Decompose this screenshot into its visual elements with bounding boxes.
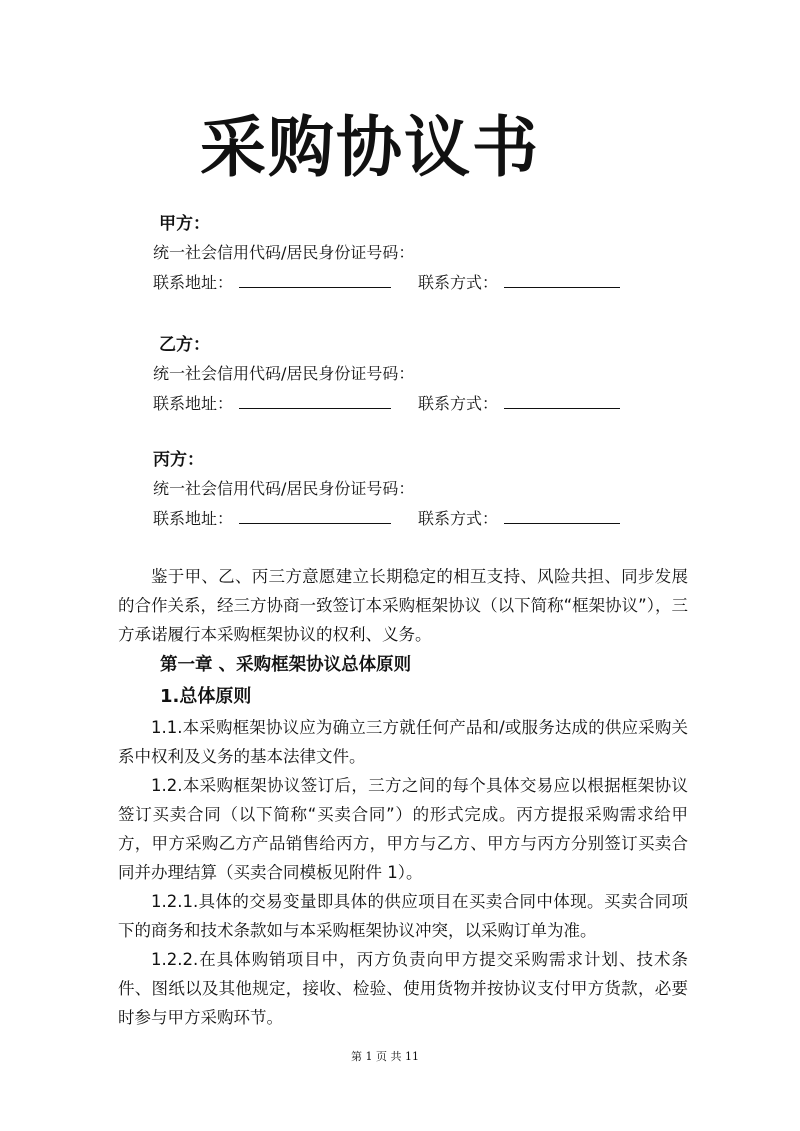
party-a-contact-row [153,268,499,298]
party-c-credit-code: 统一社会信用代码/居民身份证号码： [153,479,415,498]
party-a-label: 甲方： [159,214,210,234]
contact-blank-line [504,505,620,524]
party-b-address-field[interactable] [153,389,391,419]
party-a-contact-field[interactable] [418,268,620,298]
party-b-block [153,331,499,419]
contact-label: 联系方式： [418,273,499,292]
clause-1-1: 1.1.本采购框架协议应为确立三方就任何产品和/或服务达成的供应采购关系中权利及义务的基本法律文件。 [118,718,688,766]
party-c-contact-row [153,504,499,534]
address-label: 联系地址： [153,394,234,413]
document-title: 采购协议书 [200,109,540,186]
party-b-label: 乙方： [159,335,210,355]
party-a-credit-code: 统一社会信用代码/居民身份证号码： [153,243,415,262]
party-a-address-field[interactable] [153,268,391,298]
party-c-block [153,446,499,534]
party-b-credit-code: 统一社会信用代码/居民身份证号码： [153,364,415,383]
clause-1-2: 1.2.本采购框架协议签订后，三方之间的每个具体交易应以根据框架协议签订买卖合同（以下简称“买卖合同”）的形式完成。丙方提报采购需求给甲方，甲方采购乙方产品销售给丙方，甲方与乙方、甲方与丙方分别签订买卖合同并办理结算（买卖合同模板见附件 1）。 [118,776,688,882]
clause-1-2-1: 1.2.1.具体的交易变量即具体的供应项目在买卖合同中体现。买卖合同项下的商务和技术条款如与本采购框架协议冲突，以采购订单为准。 [118,892,688,940]
contact-label: 联系方式： [418,394,499,413]
address-blank-line [239,505,391,524]
party-c-contact-field[interactable] [418,504,620,534]
page-footer: 第 1 页 共 11 [351,1050,419,1063]
party-c-label: 丙方： [153,450,204,470]
contact-blank-line [504,269,620,288]
party-b-contact-field[interactable] [418,389,620,419]
section-heading: 1.总体原则 [160,686,252,707]
contact-label: 联系方式： [418,509,499,528]
party-a-block [153,210,499,298]
party-c-address-field[interactable] [153,504,391,534]
chapter-heading: 第一章 、采购框架协议总体原则 [160,655,412,675]
document-body [118,562,688,1032]
contact-blank-line [504,390,620,409]
preamble-paragraph: 鉴于甲、乙、丙三方意愿建立长期稳定的相互支持、风险共担、同步发展的合作关系，经三方协商一致签订本采购框架协议（以下简称“框架协议”），三方承诺履行本采购框架协议的权利、义务。 [118,567,688,644]
address-label: 联系地址： [153,273,234,292]
address-label: 联系地址： [153,509,234,528]
clause-1-2-2: 1.2.2.在具体购销项目中，丙方负责向甲方提交采购需求计划、技术条件、图纸以及其他规定，接收、检验、使用货物并按协议支付甲方货款，必要时参与甲方采购环节。 [118,950,688,1027]
address-blank-line [239,269,391,288]
address-blank-line [239,390,391,409]
party-b-contact-row [153,389,499,419]
